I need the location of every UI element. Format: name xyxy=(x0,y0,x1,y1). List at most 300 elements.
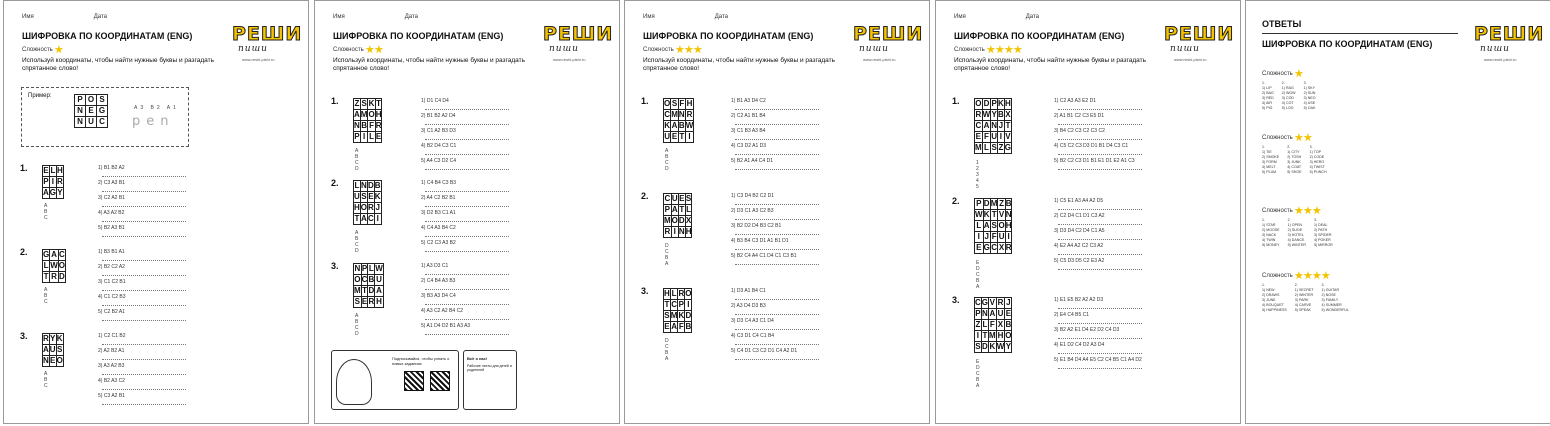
puzzle-number: 1. xyxy=(952,96,960,106)
column-labels: E D C B A xyxy=(976,260,986,290)
answer-field[interactable] xyxy=(1058,323,1142,324)
answer-column: 3. 1) GUITAR 2) NOSE 3) FAMILY 4) SUMMER 5) WONDERFUL xyxy=(1321,283,1349,312)
grid-cell: O xyxy=(671,216,678,225)
grid-cell: R xyxy=(43,334,49,343)
grid-cell: D xyxy=(983,199,990,208)
grid-cell: L xyxy=(671,289,677,298)
answer-column: 2. 1) CITY 2) TOSH 3) JUNK 4) COAT 5) SHOE xyxy=(1287,145,1302,174)
answer-column: 2. 1) SECRET 2) WINTER 3) PARK 4) CARVE 5) SPEAK xyxy=(1294,283,1314,312)
answer-field[interactable] xyxy=(1058,124,1142,125)
answer-field[interactable] xyxy=(102,305,186,306)
grid-cell: L xyxy=(984,143,989,152)
answer-field[interactable] xyxy=(735,329,819,330)
grid-cell: P xyxy=(664,205,670,214)
grid-cell: T xyxy=(362,286,367,295)
grid-cell: W xyxy=(50,261,58,270)
grid-cell: N xyxy=(1005,210,1012,219)
page-title: ШИФРОВКА ПО КООРДИНАТАМ (ENG) xyxy=(643,31,814,41)
grid-cell: A xyxy=(989,309,996,318)
grid-cell: H xyxy=(375,110,382,119)
cipher-line: 5) A4 C3 D2 C4 xyxy=(421,158,509,170)
answer-field[interactable] xyxy=(735,264,819,265)
answer-field[interactable] xyxy=(425,109,509,110)
star-icon xyxy=(1321,271,1330,280)
answer-field[interactable] xyxy=(102,359,186,360)
answer-field[interactable] xyxy=(425,191,509,192)
answer-field[interactable] xyxy=(1058,269,1142,270)
answer-section: Сложность 1. 1) TIE 2) SMOKE 3) FORM 4) MELT 5) PLUM 2. 1) CITY 2) TOSH 3) JUNK 4) COAT 5) SHOE 3. 1) TOP 2) CODE 3) HERO 4) TWIST 5) PUNCH xyxy=(1262,133,1327,175)
star-icon xyxy=(675,45,684,54)
grid-cell: S xyxy=(685,194,692,203)
answer-field[interactable] xyxy=(102,275,186,276)
answer-field[interactable] xyxy=(1058,209,1142,210)
example-box: Пример: P O S N E G N U C A3 B2 A1 pen xyxy=(21,87,189,147)
grid-cell: C xyxy=(975,121,982,130)
grid-cell: R xyxy=(368,297,375,306)
cipher-line: 3) D2 B3 C1 A1 xyxy=(421,210,509,222)
grid-cell: Z xyxy=(975,320,981,329)
cipher-line: 4) B2 A3 C2 xyxy=(98,378,186,390)
grid-cell: R xyxy=(57,177,63,186)
grid-cell: M xyxy=(989,331,996,340)
cipher-line: 5) C2 B2 A1 xyxy=(98,309,186,321)
letter-grid xyxy=(353,263,384,308)
answer-field[interactable] xyxy=(425,124,509,125)
grid-cell: L xyxy=(976,221,982,230)
grid-cell: A xyxy=(671,205,678,214)
puzzle-number: 3. xyxy=(20,331,28,341)
cipher-line: 4) A3 C2 A2 B4 C2 xyxy=(421,308,509,320)
column-labels: A B C D xyxy=(355,148,365,172)
puzzle-number: 1. xyxy=(331,96,339,106)
grid-cell: D xyxy=(685,311,692,320)
star-icon xyxy=(995,45,1004,54)
grid-cell: O xyxy=(664,99,671,108)
answer-field[interactable] xyxy=(102,320,186,321)
grid-cell: B xyxy=(368,275,375,284)
grid-cell: E xyxy=(368,192,374,201)
star-icon xyxy=(1294,271,1303,280)
column-labels: D C B A xyxy=(665,338,675,362)
grid-cell: K xyxy=(368,99,375,108)
letter-grid xyxy=(353,180,382,225)
cipher-line: 4) B2 D4 C3 C1 xyxy=(421,143,509,155)
letter-grid xyxy=(974,198,1012,254)
grid-cell: U xyxy=(997,309,1004,318)
grid-cell: E xyxy=(1005,309,1012,318)
answer-field[interactable] xyxy=(102,206,186,207)
answer-field[interactable] xyxy=(1058,239,1142,240)
grid-cell: A xyxy=(671,322,677,331)
column-labels: A B C xyxy=(44,287,54,305)
grid-cell: C xyxy=(361,275,368,284)
grid-cell: D xyxy=(678,216,685,225)
star-icon xyxy=(365,45,374,54)
cipher-line: 2) A3 D4 D3 B3 xyxy=(731,303,819,315)
letter-grid xyxy=(663,98,694,143)
grid-cell: S xyxy=(354,297,360,306)
answers-heading: ОТВЕТЫ ШИФРОВКА ПО КООРДИНАТАМ (ENG) xyxy=(1262,19,1458,49)
answer-field[interactable] xyxy=(102,404,186,405)
puzzle-number: 2. xyxy=(952,196,960,206)
grid-cell: C xyxy=(59,250,65,259)
puzzle-number: 3. xyxy=(952,295,960,305)
answer-field[interactable] xyxy=(735,109,819,110)
answer-field[interactable] xyxy=(735,359,819,360)
grid-cell: L xyxy=(50,166,56,175)
grid-cell: T xyxy=(679,132,685,141)
grid-cell: U xyxy=(376,275,382,284)
letter-grid xyxy=(974,297,1012,353)
answer-field[interactable] xyxy=(425,154,509,155)
grid-cell: A xyxy=(983,121,990,130)
cipher-line: 4) C3 D2 A1 D3 xyxy=(731,143,819,155)
answer-field[interactable] xyxy=(102,374,186,375)
grid-cell: Y xyxy=(991,110,997,119)
worksheet-page-2 xyxy=(314,0,620,424)
grid-cell: N xyxy=(354,121,360,130)
grid-cell: Y xyxy=(1005,342,1012,351)
answer-field[interactable] xyxy=(425,169,509,170)
grid-cell: W xyxy=(975,210,983,219)
answer-field[interactable] xyxy=(1058,224,1142,225)
answer-field[interactable] xyxy=(1058,139,1142,140)
answer-field[interactable] xyxy=(102,290,186,291)
grid-cell: L xyxy=(369,132,375,141)
cipher-line: 1) B1 B2 A2 xyxy=(98,165,186,177)
grid-cell: S xyxy=(671,99,678,108)
qr-code-icon[interactable] xyxy=(430,371,450,391)
answer-field[interactable] xyxy=(425,274,509,275)
header-fields: Имя Дата xyxy=(954,14,1039,20)
grid-cell: U xyxy=(998,232,1005,241)
grid-cell: A xyxy=(43,345,49,354)
grid-cell: C xyxy=(664,194,671,203)
star-icon xyxy=(1303,206,1312,215)
answer-field[interactable] xyxy=(735,169,819,170)
cipher-line: 4) C5 C2 C3 D3 D1 B1 D4 C3 C1 xyxy=(1054,143,1142,155)
cipher-line: 5) C5 D3 D5 C2 E3 A2 xyxy=(1054,258,1142,270)
answer-column: 1. 1) NEW 2) DRAWS 3) JUNE 4) BOUQUET 5) HAPPINESS xyxy=(1262,283,1287,312)
grid-cell: P xyxy=(976,199,982,208)
letter-grid xyxy=(42,249,66,283)
answer-field[interactable] xyxy=(102,221,186,222)
grid-cell: G xyxy=(981,298,989,307)
grid-cell: T xyxy=(1005,121,1011,130)
grid-cell: N xyxy=(43,356,49,365)
cipher-line: 2) C2 D4 C1 D1 C3 A2 xyxy=(1054,213,1142,225)
cipher-line: 3) B3 A3 D4 C4 xyxy=(421,293,509,305)
column-labels: A B C xyxy=(44,371,54,389)
grid-cell: X xyxy=(998,243,1005,252)
grid-cell: I xyxy=(49,177,56,188)
answer-field[interactable] xyxy=(1058,154,1142,155)
example-grid: P O S N E G N U C xyxy=(74,94,108,128)
cipher-line: 4) C3 D1 C4 C1 B4 xyxy=(731,333,819,345)
grid-cell: C xyxy=(991,243,998,252)
grid-cell: M xyxy=(975,143,982,152)
answer-field[interactable] xyxy=(735,154,819,155)
grid-cell: S xyxy=(991,221,997,230)
grid-cell: E xyxy=(361,297,368,306)
page-title: ШИФРОВКА ПО КООРДИНАТАМ (ENG) xyxy=(22,31,193,41)
answer-field[interactable] xyxy=(735,139,819,140)
cipher-line: 5) C2 C3 A3 B2 xyxy=(421,240,509,252)
answer-field[interactable] xyxy=(1058,338,1142,339)
grid-cell: W xyxy=(375,264,383,273)
cipher-line: 1) C2 C1 B2 xyxy=(98,333,186,345)
cipher-line: 5) B2 A1 A4 C4 D1 xyxy=(731,158,819,170)
star-icon xyxy=(1013,45,1022,54)
answer-field[interactable] xyxy=(102,344,186,345)
grid-cell: T xyxy=(991,210,997,219)
answer-field[interactable] xyxy=(735,219,819,220)
answer-field[interactable] xyxy=(735,344,819,345)
cipher-line: 5) A1 D4 D2 B1 A3 A3 xyxy=(421,323,509,335)
grid-cell: L xyxy=(982,320,988,329)
cipher-line: 3) C1 A2 B3 D3 xyxy=(421,128,509,140)
grid-cell: I xyxy=(975,232,984,243)
grid-cell: N xyxy=(678,110,685,119)
answer-field[interactable] xyxy=(1058,308,1142,309)
answer-field[interactable] xyxy=(735,249,819,250)
grid-cell: V xyxy=(998,210,1005,219)
grid-cell: N xyxy=(982,309,988,318)
column-labels: 1 2 3 4 5 xyxy=(976,160,985,190)
grid-cell: H xyxy=(686,99,693,108)
cipher-line: 3) C2 A2 B1 xyxy=(98,195,186,207)
grid-cell: H xyxy=(1005,99,1011,108)
answer-field[interactable] xyxy=(102,176,186,177)
grid-cell: F xyxy=(679,99,685,108)
grid-cell: C xyxy=(664,110,670,119)
qr-code-icon[interactable] xyxy=(404,371,424,391)
grid-cell: I xyxy=(671,227,678,238)
grid-cell: V xyxy=(1005,132,1011,141)
grid-cell: C xyxy=(368,214,374,223)
answer-field[interactable] xyxy=(1058,169,1142,170)
grid-cell: G xyxy=(43,250,50,259)
cipher-line: 1) B3 B1 A1 xyxy=(98,249,186,261)
cipher-line: 3) B2 A2 E1 D4 E2 D2 C4 D3 xyxy=(1054,327,1142,339)
grid-cell: W xyxy=(996,342,1005,351)
grid-cell: T xyxy=(376,99,382,108)
grid-cell: P xyxy=(43,177,49,186)
star-icon xyxy=(1294,69,1303,78)
header-fields: Имя Дата xyxy=(333,14,418,20)
grid-cell: K xyxy=(998,99,1004,108)
answer-column: 1. 1) STAR 2) MOOSE 3) NACK 4) TWIN 5) MONEY xyxy=(1262,218,1280,247)
cipher-line: 5) B2 C4 A4 C1 D4 C1 C3 B1 xyxy=(731,253,819,265)
grid-cell: U xyxy=(671,194,678,203)
difficulty-rating: Сложность xyxy=(954,45,1022,54)
answer-field[interactable] xyxy=(425,251,509,252)
logo: РЕШИ пиши www.reshi-pishi.ru xyxy=(853,23,924,62)
answer-field[interactable] xyxy=(1058,109,1142,110)
answer-column: 1. 1) TIE 2) SMOKE 3) FORM 4) MELT 5) PLUM xyxy=(1262,145,1280,174)
star-icon xyxy=(986,45,995,54)
instructions: Используй координаты, чтобы найти нужные буквы и разгадать спрятанное слово! xyxy=(643,57,835,72)
grid-cell: P xyxy=(361,264,368,273)
grid-cell: A xyxy=(354,110,360,119)
star-icon xyxy=(693,45,702,54)
cipher-line: 2) B2 C2 A2 xyxy=(98,264,186,276)
grid-cell: T xyxy=(664,300,670,309)
answer-field[interactable] xyxy=(102,389,186,390)
grid-cell: D xyxy=(983,99,990,108)
cipher-line: 4) B3 B4 C3 D1 A1 B1 D1 xyxy=(731,238,819,250)
puzzle-number: 2. xyxy=(20,247,28,257)
answer-field[interactable] xyxy=(735,234,819,235)
cipher-line: 3) C1 C2 B1 xyxy=(98,279,186,291)
answer-field[interactable] xyxy=(1058,353,1142,354)
grid-cell: S xyxy=(361,99,367,108)
cipher-line: 2) C3 A3 B1 xyxy=(98,180,186,192)
cipher-line: 5) B2 A3 B1 xyxy=(98,225,186,237)
answer-field[interactable] xyxy=(425,289,509,290)
puzzle-number: 2. xyxy=(641,191,649,201)
answer-field[interactable] xyxy=(735,124,819,125)
grid-cell: A xyxy=(671,121,678,130)
cipher-line: 1) E1 E5 B2 A2 A2 D3 xyxy=(1054,297,1142,309)
answer-column: 1. 1) LIP 2) BAG 3) RED 4) AIR 5) PIG xyxy=(1262,81,1274,110)
cipher-line: 1) C5 E1 A3 A4 A2 D5 xyxy=(1054,198,1142,210)
column-labels: A B C D xyxy=(665,148,675,172)
grid-cell: R xyxy=(51,272,57,281)
answer-field[interactable] xyxy=(425,139,509,140)
grid-cell: P xyxy=(678,300,685,309)
grid-cell: K xyxy=(989,342,996,351)
instructions: Используй координаты, чтобы найти нужные буквы и разгадать спрятанное слово! xyxy=(333,57,525,72)
grid-cell: E xyxy=(679,194,685,203)
answer-field[interactable] xyxy=(425,304,509,305)
about-box: Всё о нас! Рабочие листы для детей и родителей xyxy=(463,350,517,410)
grid-cell: Y xyxy=(50,334,56,343)
cipher-line: 2) A2 B2 A1 xyxy=(98,348,186,360)
grid-cell: W xyxy=(982,110,991,119)
answer-field[interactable] xyxy=(102,236,186,237)
star-icon xyxy=(1004,45,1013,54)
answer-field[interactable] xyxy=(735,204,819,205)
answer-column: 2. 1) OPEN 2) SLIDE 3) HOTEL 4) DANCE 5) WINTER xyxy=(1287,218,1306,247)
cipher-line: 3) C1 B3 A3 B4 xyxy=(731,128,819,140)
answer-field[interactable] xyxy=(102,260,186,261)
answer-field[interactable] xyxy=(425,221,509,222)
grid-cell: J xyxy=(984,232,989,241)
difficulty-rating: Сложность xyxy=(22,45,63,54)
grid-cell: B xyxy=(361,121,367,130)
grid-cell: I xyxy=(685,132,694,143)
grid-cell: M xyxy=(671,110,678,119)
grid-cell: I xyxy=(360,132,368,143)
grid-cell: H xyxy=(1005,221,1012,230)
puzzle-number: 2. xyxy=(331,178,339,188)
grid-cell: S xyxy=(975,342,981,351)
grid-cell: G xyxy=(983,243,990,252)
letter-grid xyxy=(42,165,64,199)
logo: РЕШИ пиши www.reshi-pishi.ru xyxy=(1164,23,1235,62)
star-icon xyxy=(1303,133,1312,142)
answer-field[interactable] xyxy=(425,236,509,237)
grid-cell: R xyxy=(1005,243,1012,252)
puzzle-number: 3. xyxy=(331,261,339,271)
grid-cell: U xyxy=(49,345,56,354)
social-promo-box: Подписывайся, чтобы узнать о новых заданиях xyxy=(331,350,459,410)
answer-field[interactable] xyxy=(1058,368,1142,369)
cipher-line: 4) E2 A4 A2 C2 C3 A2 xyxy=(1054,243,1142,255)
answer-field[interactable] xyxy=(102,191,186,192)
answer-field[interactable] xyxy=(735,314,819,315)
grid-cell: A xyxy=(361,214,367,223)
grid-cell: E xyxy=(975,132,981,141)
grid-cell: M xyxy=(664,216,671,225)
grid-cell: N xyxy=(354,264,361,273)
worksheet-page-3 xyxy=(624,0,930,424)
grid-cell: F xyxy=(678,322,684,331)
grid-cell: H xyxy=(376,297,382,306)
star-icon xyxy=(1303,271,1312,280)
puzzle-number: 1. xyxy=(20,163,28,173)
grid-cell: R xyxy=(375,121,382,130)
grid-cell: S xyxy=(991,143,997,152)
cipher-line: 4) C1 C2 B3 xyxy=(98,294,186,306)
logo: РЕШИ пиши www.reshi-pishi.ru xyxy=(543,23,614,62)
grid-cell: A xyxy=(43,188,49,197)
grid-cell: E xyxy=(375,132,382,141)
grid-cell: O xyxy=(354,275,361,284)
cipher-line: 1) D3 A1 B4 C1 xyxy=(731,288,819,300)
grid-cell: I xyxy=(998,132,1005,143)
grid-cell: P xyxy=(975,309,981,318)
grid-cell: X xyxy=(1005,110,1011,119)
cipher-line: 4) E1 D2 C4 D2 A3 D4 xyxy=(1054,342,1142,354)
star-icon xyxy=(684,45,693,54)
answer-field[interactable] xyxy=(425,319,509,320)
grid-cell: A xyxy=(51,250,57,259)
grid-cell: S xyxy=(57,345,63,354)
logo: РЕШИ пиши www.reshi-pishi.ru xyxy=(1474,23,1545,62)
grid-cell: O xyxy=(998,221,1005,230)
answer-section: Сложность 1. 1) STAR 2) MOOSE 3) NACK 4) TWIN 5) MONEY 2. 1) OPEN 2) SLIDE 3) HOTEL 4) DANCE 5) WINTER 3. 1) DEAL 2) PATH 3) SPIDER 4) POKER 5) MIRROR xyxy=(1262,206,1333,248)
grid-cell: R xyxy=(975,110,982,119)
cipher-line: 1) C4 B4 C3 B3 xyxy=(421,180,509,192)
grid-cell: I xyxy=(374,214,381,225)
grid-cell: R xyxy=(368,203,374,212)
answer-field[interactable] xyxy=(425,334,509,335)
answer-field[interactable] xyxy=(425,206,509,207)
answer-field[interactable] xyxy=(1058,254,1142,255)
grid-cell: O xyxy=(58,261,66,270)
grid-cell: I xyxy=(1005,232,1012,243)
cipher-line: 1) A3 D3 C1 xyxy=(421,263,509,275)
grid-cell: H xyxy=(685,227,692,236)
grid-cell: N xyxy=(678,227,685,236)
grid-cell: E xyxy=(50,356,56,365)
letter-grid xyxy=(353,98,382,143)
grid-cell: Z xyxy=(999,199,1005,208)
grid-cell: J xyxy=(998,121,1004,130)
grid-cell: O xyxy=(56,356,63,365)
cipher-line: 2) B1 B2 A2 D4 xyxy=(421,113,509,125)
star-icon xyxy=(1294,133,1303,142)
grid-cell: Z xyxy=(998,143,1004,152)
column-labels: A B C D xyxy=(355,313,365,337)
letter-grid xyxy=(663,288,692,333)
grid-cell: O xyxy=(685,289,692,298)
grid-cell: T xyxy=(679,205,685,214)
grid-cell: T xyxy=(354,214,360,223)
answer-field[interactable] xyxy=(735,299,819,300)
